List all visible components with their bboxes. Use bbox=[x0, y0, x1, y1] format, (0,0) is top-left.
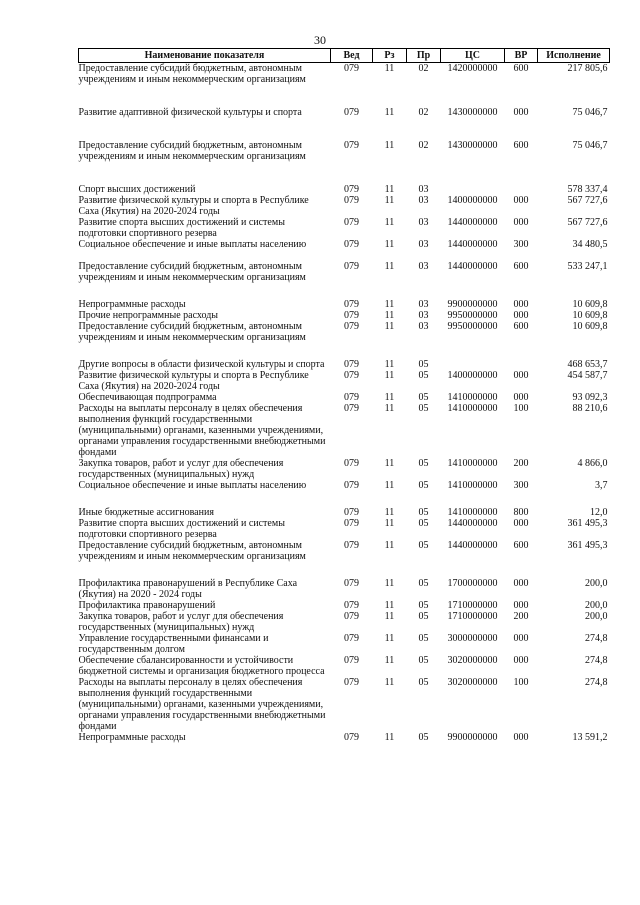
row-ved: 079 bbox=[344, 732, 359, 743]
row-name: Профилактика правонарушений bbox=[78, 600, 216, 611]
table-header bbox=[79, 49, 610, 63]
row-exec: 468 653,7 bbox=[567, 359, 608, 370]
row-rz: 11 bbox=[384, 578, 395, 589]
table-row bbox=[79, 310, 610, 321]
row-rz: 11 bbox=[384, 677, 395, 688]
row-ved: 079 bbox=[344, 359, 359, 370]
row-cs: 1410000000 bbox=[447, 507, 498, 518]
row-vr: 000 bbox=[513, 633, 529, 644]
row-vr: 000 bbox=[513, 217, 529, 228]
page-number: 30 bbox=[314, 33, 326, 47]
row-exec: 533 247,1 bbox=[567, 261, 608, 272]
row-exec: 10 609,8 bbox=[572, 310, 608, 321]
row-name: Прочие непрограммные расходы bbox=[78, 310, 219, 321]
row-ved: 079 bbox=[344, 611, 359, 622]
row-exec: 361 495,3 bbox=[567, 540, 608, 551]
row-exec: 274,8 bbox=[585, 633, 608, 644]
row-pr: 03 bbox=[418, 261, 429, 272]
table-row bbox=[79, 239, 610, 250]
row-vr: 000 bbox=[513, 195, 529, 206]
table-row bbox=[79, 107, 610, 118]
row-rz: 11 bbox=[384, 310, 395, 321]
row-name: Предоставление субсидий бюджетным, автономным учреждениям и иным некоммерческим организациям bbox=[78, 63, 306, 85]
row-exec: 454 587,7 bbox=[567, 370, 608, 381]
row-name: Непрограммные расходы bbox=[78, 732, 186, 743]
row-rz: 11 bbox=[384, 184, 395, 195]
row-spacer bbox=[79, 283, 610, 299]
row-rz: 11 bbox=[384, 600, 395, 611]
row-pr: 03 bbox=[418, 299, 429, 310]
row-spacer bbox=[79, 85, 610, 107]
row-exec: 10 609,8 bbox=[572, 299, 608, 310]
row-ved: 079 bbox=[344, 600, 359, 611]
row-exec: 13 591,2 bbox=[572, 732, 608, 743]
row-ved: 079 bbox=[344, 370, 359, 381]
row-cs: 1400000000 bbox=[447, 370, 498, 381]
table-row bbox=[79, 732, 610, 743]
row-vr: 000 bbox=[513, 518, 529, 529]
header-exec: Исполнение bbox=[538, 49, 610, 63]
row-exec: 200,0 bbox=[585, 611, 608, 622]
row-vr: 000 bbox=[513, 732, 529, 743]
row-rz: 11 bbox=[384, 633, 395, 644]
row-ved: 079 bbox=[344, 633, 359, 644]
row-vr: 000 bbox=[513, 600, 529, 611]
row-rz: 11 bbox=[384, 321, 395, 332]
row-cs: 3000000000 bbox=[447, 633, 498, 644]
table-row bbox=[79, 611, 610, 633]
row-rz: 11 bbox=[384, 195, 395, 206]
row-name: Развитие физической культуры и спорта в Республике Саха (Якутия) на 2020-2024 годы bbox=[78, 195, 309, 217]
row-rz: 11 bbox=[384, 392, 395, 403]
row-rz: 11 bbox=[384, 480, 395, 491]
row-rz: 11 bbox=[384, 655, 395, 666]
row-exec: 34 480,5 bbox=[572, 239, 608, 250]
row-pr: 05 bbox=[418, 359, 429, 370]
row-ved: 079 bbox=[344, 184, 359, 195]
row-name: Управление государственными финансами и государственным долгом bbox=[78, 633, 269, 655]
row-cs: 1700000000 bbox=[447, 578, 498, 589]
row-vr: 000 bbox=[513, 392, 529, 403]
row-ved: 079 bbox=[344, 261, 359, 272]
table-row bbox=[79, 540, 610, 562]
row-cs: 1410000000 bbox=[447, 392, 498, 403]
row-cs: 1440000000 bbox=[447, 217, 498, 228]
table-row bbox=[79, 63, 610, 86]
row-cs: 1430000000 bbox=[447, 107, 498, 118]
row-rz: 11 bbox=[384, 299, 395, 310]
row-vr: 600 bbox=[513, 140, 529, 151]
row-ved: 079 bbox=[344, 63, 359, 74]
row-pr: 03 bbox=[418, 217, 429, 228]
table-row bbox=[79, 370, 610, 392]
row-name: Развитие физической культуры и спорта в Республике Саха (Якутия) на 2020-2024 годы bbox=[78, 370, 309, 392]
row-vr: 200 bbox=[513, 611, 529, 622]
row-vr: 300 bbox=[513, 239, 529, 250]
row-ved: 079 bbox=[344, 310, 359, 321]
row-rz: 11 bbox=[384, 140, 395, 151]
row-ved: 079 bbox=[344, 239, 359, 250]
table-row bbox=[79, 403, 610, 458]
row-name: Предоставление субсидий бюджетным, автономным учреждениям и иным некоммерческим организациям bbox=[78, 321, 306, 343]
row-ved: 079 bbox=[344, 321, 359, 332]
row-vr: 300 bbox=[513, 480, 529, 491]
expenditure-table-wrapper bbox=[78, 48, 609, 743]
row-vr: 000 bbox=[513, 299, 529, 310]
row-pr: 05 bbox=[418, 403, 429, 414]
row-cs: 9900000000 bbox=[447, 299, 498, 310]
row-pr: 05 bbox=[418, 507, 429, 518]
row-name: Расходы на выплаты персоналу в целях обеспечения выполнения функций государственными (муниципальными) органами, казенными учреждениями, органами управления государственными внебюджетными фондами bbox=[78, 677, 326, 732]
row-exec: 274,8 bbox=[585, 677, 608, 688]
table-row bbox=[79, 299, 610, 310]
row-cs: 1410000000 bbox=[447, 480, 498, 491]
table-body bbox=[79, 63, 610, 744]
row-spacer bbox=[79, 118, 610, 140]
table-row bbox=[79, 480, 610, 491]
row-cs: 1440000000 bbox=[447, 239, 498, 250]
row-ved: 079 bbox=[344, 403, 359, 414]
row-vr: 600 bbox=[513, 63, 529, 74]
table-row bbox=[79, 633, 610, 655]
table-row bbox=[79, 140, 610, 162]
row-name: Предоставление субсидий бюджетным, автономным учреждениям и иным некоммерческим организациям bbox=[78, 140, 306, 162]
row-vr: 600 bbox=[513, 321, 529, 332]
row-rz: 11 bbox=[384, 261, 395, 272]
row-rz: 11 bbox=[384, 518, 395, 529]
row-cs: 1410000000 bbox=[447, 458, 498, 469]
row-name: Профилактика правонарушений в Республике Саха (Якутия) на 2020 - 2024 годы bbox=[78, 578, 298, 600]
row-exec: 93 092,3 bbox=[572, 392, 608, 403]
table-row bbox=[79, 195, 610, 217]
row-vr: 000 bbox=[513, 655, 529, 666]
row-rz: 11 bbox=[384, 540, 395, 551]
row-name: Расходы на выплаты персоналу в целях обеспечения выполнения функций государственными (муниципальными) органами, казенными учреждениями, органами управления государственными внебюджетными фондами bbox=[78, 403, 326, 458]
row-ved: 079 bbox=[344, 507, 359, 518]
row-rz: 11 bbox=[384, 63, 395, 74]
row-cs bbox=[441, 359, 505, 370]
table-row bbox=[79, 261, 610, 283]
table-row bbox=[79, 677, 610, 732]
row-exec: 88 210,6 bbox=[572, 403, 608, 414]
table-row bbox=[79, 578, 610, 600]
table-row bbox=[79, 184, 610, 195]
row-ved: 079 bbox=[344, 217, 359, 228]
row-cs: 1440000000 bbox=[447, 518, 498, 529]
row-exec: 200,0 bbox=[585, 600, 608, 611]
row-vr: 600 bbox=[513, 540, 529, 551]
row-exec: 578 337,4 bbox=[567, 184, 608, 195]
row-name: Другие вопросы в области физической культуры и спорта bbox=[78, 359, 325, 370]
row-ved: 079 bbox=[344, 518, 359, 529]
row-cs: 1440000000 bbox=[447, 261, 498, 272]
row-rz: 11 bbox=[384, 239, 395, 250]
row-spacer bbox=[79, 250, 610, 261]
row-ved: 079 bbox=[344, 578, 359, 589]
row-cs bbox=[441, 184, 505, 195]
row-ved: 079 bbox=[344, 480, 359, 491]
row-vr: 100 bbox=[513, 403, 529, 414]
row-exec: 567 727,6 bbox=[567, 195, 608, 206]
row-name: Закупка товаров, работ и услуг для обеспечения государственных (муниципальных) нужд bbox=[78, 611, 284, 633]
row-exec: 567 727,6 bbox=[567, 217, 608, 228]
header-cs: ЦС bbox=[441, 49, 505, 63]
row-cs: 1430000000 bbox=[447, 140, 498, 151]
table-row bbox=[79, 359, 610, 370]
table-row bbox=[79, 392, 610, 403]
row-cs: 9950000000 bbox=[447, 310, 498, 321]
row-vr: 000 bbox=[513, 578, 529, 589]
row-pr: 05 bbox=[418, 540, 429, 551]
row-vr: 100 bbox=[513, 677, 529, 688]
row-name: Социальное обеспечение и иные выплаты населению bbox=[78, 239, 307, 250]
row-pr: 05 bbox=[418, 518, 429, 529]
row-pr: 05 bbox=[418, 655, 429, 666]
row-name: Закупка товаров, работ и услуг для обеспечения государственных (муниципальных) нужд bbox=[78, 458, 284, 480]
row-exec: 274,8 bbox=[585, 655, 608, 666]
row-pr: 05 bbox=[418, 458, 429, 469]
row-ved: 079 bbox=[344, 107, 359, 118]
row-ved: 079 bbox=[344, 140, 359, 151]
row-pr: 02 bbox=[418, 107, 429, 118]
row-name: Развитие адаптивной физической культуры и спорта bbox=[78, 107, 302, 118]
row-exec: 200,0 bbox=[585, 578, 608, 589]
row-pr: 05 bbox=[418, 480, 429, 491]
row-ved: 079 bbox=[344, 195, 359, 206]
table-row bbox=[79, 458, 610, 480]
row-exec: 10 609,8 bbox=[572, 321, 608, 332]
row-pr: 05 bbox=[418, 611, 429, 622]
row-cs: 1710000000 bbox=[447, 611, 498, 622]
row-exec: 361 495,3 bbox=[567, 518, 608, 529]
row-pr: 05 bbox=[418, 392, 429, 403]
row-name: Предоставление субсидий бюджетным, автономным учреждениям и иным некоммерческим организациям bbox=[78, 540, 306, 562]
row-pr: 03 bbox=[418, 195, 429, 206]
row-rz: 11 bbox=[384, 359, 395, 370]
row-exec: 217 805,6 bbox=[567, 63, 608, 74]
row-name: Иные бюджетные ассигнования bbox=[78, 507, 214, 518]
row-spacer bbox=[79, 343, 610, 359]
row-spacer bbox=[79, 162, 610, 184]
row-pr: 02 bbox=[418, 63, 429, 74]
row-vr bbox=[505, 359, 538, 370]
header-pr: Пр bbox=[407, 49, 441, 63]
row-cs: 1710000000 bbox=[447, 600, 498, 611]
row-cs: 9900000000 bbox=[447, 732, 498, 743]
row-cs: 1400000000 bbox=[447, 195, 498, 206]
row-rz: 11 bbox=[384, 732, 395, 743]
row-pr: 03 bbox=[418, 321, 429, 332]
row-exec: 4 866,0 bbox=[577, 458, 608, 469]
row-ved: 079 bbox=[344, 392, 359, 403]
header-name: Наименование показателя bbox=[79, 49, 331, 63]
row-spacer bbox=[79, 562, 610, 578]
row-rz: 11 bbox=[384, 507, 395, 518]
row-pr: 03 bbox=[418, 310, 429, 321]
table-row bbox=[79, 655, 610, 677]
row-name: Обеспечивающая подпрограмма bbox=[78, 392, 217, 403]
row-name: Обеспечение сбалансированности и устойчивости бюджетной системы и организация бюджетного процесса bbox=[78, 655, 325, 677]
row-name: Развитие спорта высших достижений и системы подготовки спортивного резерва bbox=[78, 518, 285, 540]
row-ved: 079 bbox=[344, 458, 359, 469]
row-exec: 75 046,7 bbox=[572, 140, 608, 151]
row-exec: 12,0 bbox=[590, 507, 608, 518]
row-exec: 75 046,7 bbox=[572, 107, 608, 118]
row-spacer bbox=[79, 491, 610, 507]
row-exec: 3,7 bbox=[595, 480, 608, 491]
row-cs: 1420000000 bbox=[447, 63, 498, 74]
row-pr: 05 bbox=[418, 370, 429, 381]
row-pr: 05 bbox=[418, 600, 429, 611]
row-rz: 11 bbox=[384, 458, 395, 469]
table-row bbox=[79, 507, 610, 518]
table-row bbox=[79, 518, 610, 540]
row-ved: 079 bbox=[344, 299, 359, 310]
row-ved: 079 bbox=[344, 655, 359, 666]
row-ved: 079 bbox=[344, 677, 359, 688]
row-vr: 000 bbox=[513, 370, 529, 381]
row-rz: 11 bbox=[384, 370, 395, 381]
row-name: Развитие спорта высших достижений и системы подготовки спортивного резерва bbox=[78, 217, 285, 239]
row-name: Предоставление субсидий бюджетным, автономным учреждениям и иным некоммерческим организациям bbox=[78, 261, 306, 283]
table-row bbox=[79, 600, 610, 611]
row-vr: 000 bbox=[513, 310, 529, 321]
table-row bbox=[79, 321, 610, 343]
row-cs: 1410000000 bbox=[447, 403, 498, 414]
row-vr: 000 bbox=[513, 107, 529, 118]
header-vr: ВР bbox=[505, 49, 538, 63]
row-name: Непрограммные расходы bbox=[78, 299, 186, 310]
row-name: Спорт высших достижений bbox=[78, 184, 196, 195]
row-rz: 11 bbox=[384, 611, 395, 622]
row-ved: 079 bbox=[344, 540, 359, 551]
row-rz: 11 bbox=[384, 107, 395, 118]
row-pr: 05 bbox=[418, 578, 429, 589]
row-cs: 3020000000 bbox=[447, 677, 498, 688]
row-pr: 05 bbox=[418, 677, 429, 688]
row-name: Социальное обеспечение и иные выплаты населению bbox=[78, 480, 307, 491]
row-pr: 03 bbox=[418, 184, 429, 195]
header-rz: Рз bbox=[373, 49, 407, 63]
row-vr: 800 bbox=[513, 507, 529, 518]
row-vr: 600 bbox=[513, 261, 529, 272]
row-cs: 3020000000 bbox=[447, 655, 498, 666]
row-pr: 05 bbox=[418, 633, 429, 644]
table-row bbox=[79, 217, 610, 239]
row-cs: 1440000000 bbox=[447, 540, 498, 551]
expenditure-table bbox=[78, 48, 610, 743]
row-pr: 02 bbox=[418, 140, 429, 151]
row-cs: 9950000000 bbox=[447, 321, 498, 332]
row-rz: 11 bbox=[384, 403, 395, 414]
row-rz: 11 bbox=[384, 217, 395, 228]
row-vr bbox=[505, 184, 538, 195]
row-pr: 05 bbox=[418, 732, 429, 743]
row-vr: 200 bbox=[513, 458, 529, 469]
row-pr: 03 bbox=[418, 239, 429, 250]
header-ved: Вед bbox=[331, 49, 373, 63]
